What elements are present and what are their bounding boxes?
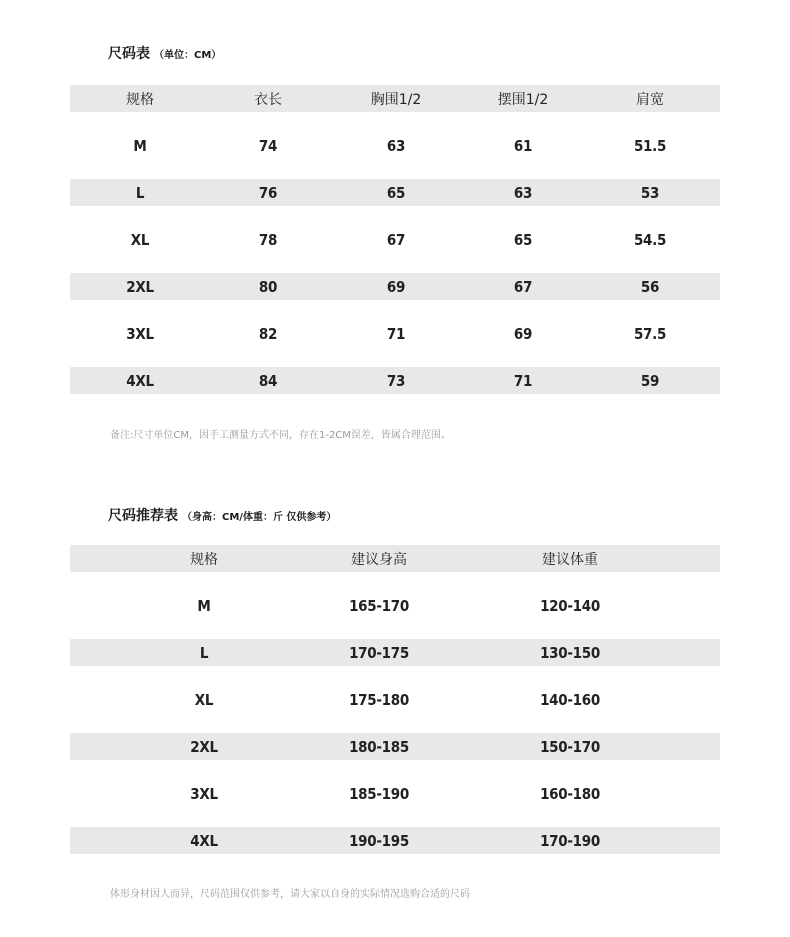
rec-table-row — [70, 639, 720, 666]
size-table-row — [70, 206, 720, 273]
size-header-cell: 规格 — [126, 91, 154, 108]
rec-header-cell: 规格 — [190, 551, 218, 568]
size-table-row — [70, 273, 720, 300]
rec-table-cell: 3XL — [190, 784, 218, 803]
rec-header-cell: 建议身高 — [351, 551, 407, 568]
size-header-cell: 肩宽 — [636, 91, 664, 108]
size-table-cell: 78 — [258, 230, 278, 249]
rec-table-cell: 140-160 — [540, 690, 600, 709]
size-table-cell: 3XL — [126, 324, 154, 343]
rec-table-row — [70, 666, 720, 733]
rec-table-cell: 185-190 — [349, 784, 409, 803]
size-table-cell: 67 — [513, 277, 533, 296]
rec-table-cell: 130-150 — [540, 643, 600, 662]
size-table-row — [70, 300, 720, 367]
size-header-cell: 胸围1/2 — [370, 91, 422, 108]
size-table-cell: 59 — [640, 371, 660, 390]
rec-table-row — [70, 827, 720, 854]
size-header-cell: 衣长 — [254, 91, 282, 108]
size-header-cell: 摆围1/2 — [497, 91, 549, 108]
size-table-cell: 4XL — [126, 371, 154, 390]
size-table-row — [70, 367, 720, 394]
size-table-row — [70, 112, 720, 179]
size-table-cell: 84 — [258, 371, 278, 390]
size-table-cell: 63 — [386, 136, 406, 155]
size-table-cell: 80 — [258, 277, 278, 296]
size-table-cell: 2XL — [126, 277, 154, 296]
size-table-cell: L — [135, 183, 145, 202]
size-table-cell: XL — [130, 230, 150, 249]
size-chart-note: 备注:尺寸单位CM，因手工测量方式不同，存在1-2CM误差，皆属合理范围。 — [110, 430, 451, 441]
size-table-cell: 69 — [386, 277, 406, 296]
size-table-cell: 74 — [258, 136, 278, 155]
rec-table-cell: 150-170 — [540, 737, 600, 756]
rec-table-cell: 160-180 — [540, 784, 600, 803]
recommend-chart-unit: （身高：CM/体重：斤 仅供参考） — [182, 512, 337, 523]
rec-table-cell: 180-185 — [349, 737, 409, 756]
rec-table-cell: 170-190 — [540, 831, 600, 850]
size-table-cell: 61 — [513, 136, 533, 155]
size-table-cell: 54.5 — [633, 230, 667, 249]
rec-table-cell: 165-170 — [349, 596, 409, 615]
recommend-chart-title-text: 尺码推荐表 — [108, 508, 178, 524]
rec-header-cell: 建议体重 — [542, 551, 598, 568]
size-table-cell: 67 — [386, 230, 406, 249]
recommend-chart-note: 体形身材因人而异，尺码范围仅供参考，请大家以自身的实际情况选购合适的尺码 — [110, 889, 470, 900]
size-table-cell: 57.5 — [633, 324, 667, 343]
size-chart-unit: （单位：CM） — [154, 50, 222, 61]
size-table-cell: 53 — [640, 183, 660, 202]
size-table-cell: 56 — [640, 277, 660, 296]
rec-table-row — [70, 760, 720, 827]
recommend-chart-title — [108, 505, 336, 525]
rec-header-row — [70, 545, 720, 572]
size-chart-title — [108, 43, 221, 63]
size-table-cell: 65 — [513, 230, 533, 249]
size-table-cell: 69 — [513, 324, 533, 343]
size-table-cell: 51.5 — [633, 136, 667, 155]
rec-table-cell: L — [199, 643, 209, 662]
rec-table-row — [70, 733, 720, 760]
rec-table-cell: 120-140 — [540, 596, 600, 615]
size-table-cell: 76 — [258, 183, 278, 202]
rec-table-cell: 170-175 — [349, 643, 409, 662]
size-table-cell: M — [133, 136, 147, 155]
size-table-cell: 71 — [386, 324, 406, 343]
rec-table-cell: XL — [194, 690, 214, 709]
rec-table-cell: 175-180 — [349, 690, 409, 709]
recommend-chart-table — [70, 545, 720, 854]
size-table-row — [70, 179, 720, 206]
size-table-cell: 65 — [386, 183, 406, 202]
rec-table-cell: M — [197, 596, 211, 615]
size-header-row — [70, 85, 720, 112]
size-chart-table — [70, 85, 720, 394]
size-table-cell: 63 — [513, 183, 533, 202]
rec-table-cell: 190-195 — [349, 831, 409, 850]
size-table-cell: 73 — [386, 371, 406, 390]
size-table-cell: 71 — [513, 371, 533, 390]
rec-table-row — [70, 572, 720, 639]
rec-table-cell: 4XL — [190, 831, 218, 850]
rec-table-cell: 2XL — [190, 737, 218, 756]
size-chart-title-text: 尺码表 — [108, 46, 150, 62]
size-table-cell: 82 — [258, 324, 278, 343]
